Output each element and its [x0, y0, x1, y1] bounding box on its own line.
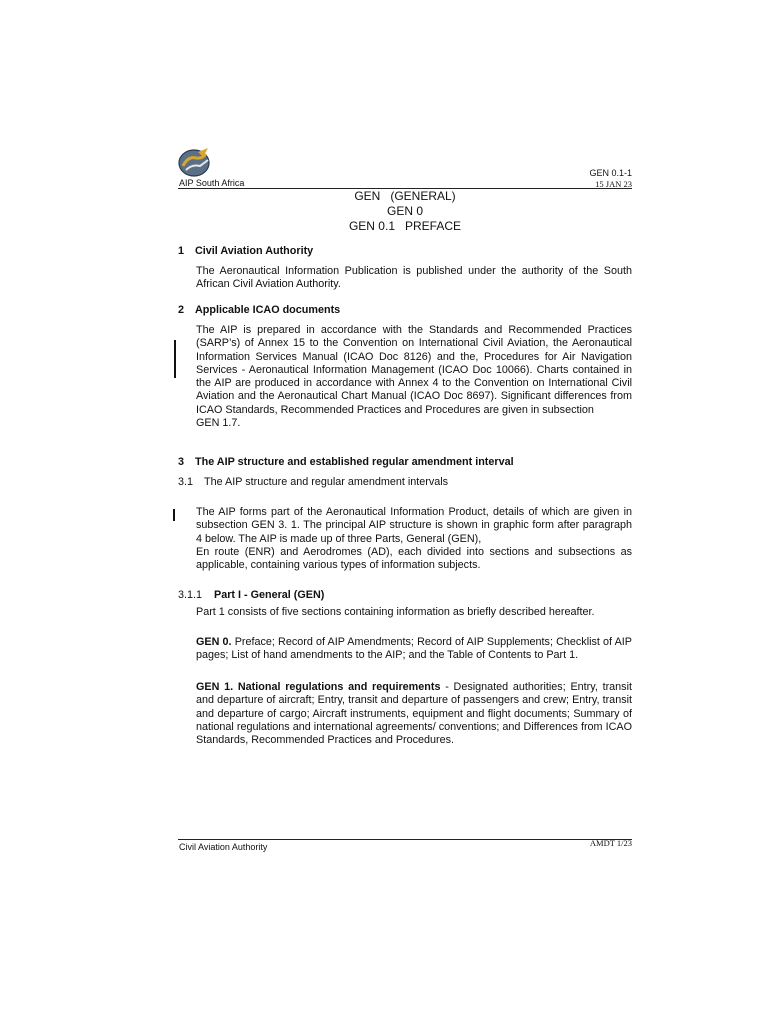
gen1-text: - Designated authorities; Entry, transit and departure of aircraft; Entry, transit and departure of passengers and crew; Entry, transit and departure of cargo; Aircraft instruments, equipment and flight documents; Summary of national regulations and international agreements/ conventions; and Differences from ICAO Standards, Recommended Practices and Procedures.	[196, 681, 632, 747]
subsection-3-1-heading	[178, 476, 448, 488]
section-2-body: The AIP is prepared in accordance with the Standards and Recommended Practices (SARP’s) of Annex 15 to the Convention on International Civil Aviation, the Aeronautical Information Services Manual (ICAO Doc 8126) and the, Procedures for Air Navigation Services - Aeronautical Information Management (ICAO Doc 10066). Charts contained in the AIP are produced in accordance with Annex 4 to the Convention on International Civil Aviation and the Aeronautical Chart Manual (ICAO Doc 8697). Significant differences from ICAO Standards, Recommended Practices and Procedures are given in subsection	[196, 324, 632, 416]
section-3-text	[196, 506, 632, 572]
section-2-heading	[178, 304, 340, 316]
title-preface: GEN 0.1 PREFACE	[348, 219, 462, 233]
caa-logo	[178, 146, 212, 180]
section-number: 3	[178, 456, 185, 468]
section-3-body: The AIP forms part of the Aeronautical Information Product, details of which are given in subsection GEN 3. 1. The principal AIP structure is shown in graphic form after paragraph 4 below. The AIP is made up of three Parts, General (GEN),	[196, 506, 632, 545]
page-title-block	[278, 189, 532, 234]
section-2-text	[196, 324, 632, 430]
page-reference: GEN 0.1-1	[589, 168, 632, 178]
subsection-number: 3.1	[178, 476, 194, 488]
title-gen0: GEN 0	[386, 204, 423, 218]
footer-amendment: AMDT 1/23	[589, 838, 632, 848]
section-title: The AIP structure and established regular amendment interval	[195, 456, 514, 468]
subsection-number: 3.1.1	[178, 589, 203, 601]
section-1-text: The Aeronautical Information Publication is published under the authority of the South African Civil Aviation Authority.	[196, 265, 632, 291]
effective-date: 15 JAN 23	[595, 179, 632, 189]
title-gen: GEN (GENERAL)	[354, 189, 456, 203]
gen1-description	[196, 681, 632, 747]
gen1-label: GEN 1. National regulations and requirements	[196, 681, 441, 693]
subsection-3-1-1-heading	[178, 589, 324, 601]
section-2-ref: GEN 1.7.	[196, 417, 241, 430]
subsection-title: Part I - General (GEN)	[214, 589, 325, 601]
section-number: 1	[178, 245, 185, 257]
gen0-label: GEN 0.	[196, 636, 232, 648]
change-bar	[173, 509, 175, 521]
subsection-title: The AIP structure and regular amendment intervals	[204, 476, 449, 488]
section-3-heading	[178, 456, 514, 468]
section-1-heading	[178, 245, 313, 257]
gen0-text: Preface; Record of AIP Amendments; Record of AIP Supplements; Checklist of AIP pages; List of hand amendments to the AIP; and the Table of Contents to Part 1.	[196, 636, 632, 662]
section-title: Civil Aviation Authority	[195, 245, 314, 257]
change-bar	[174, 340, 176, 378]
header-right	[560, 168, 632, 190]
section-3-body-cont: En route (ENR) and Aerodromes (AD), each divided into sections and subsections as applicable, containing various types of information subjects.	[196, 545, 632, 572]
header-publication: AIP South Africa	[179, 178, 245, 188]
section-number: 2	[178, 304, 185, 316]
section-title: Applicable ICAO documents	[195, 304, 341, 316]
subsection-3-1-1-text: Part 1 consists of five sections containing information as briefly described hereafter.	[196, 606, 595, 618]
gen0-description	[196, 636, 632, 663]
footer-authority: Civil Aviation Authority	[179, 842, 268, 852]
